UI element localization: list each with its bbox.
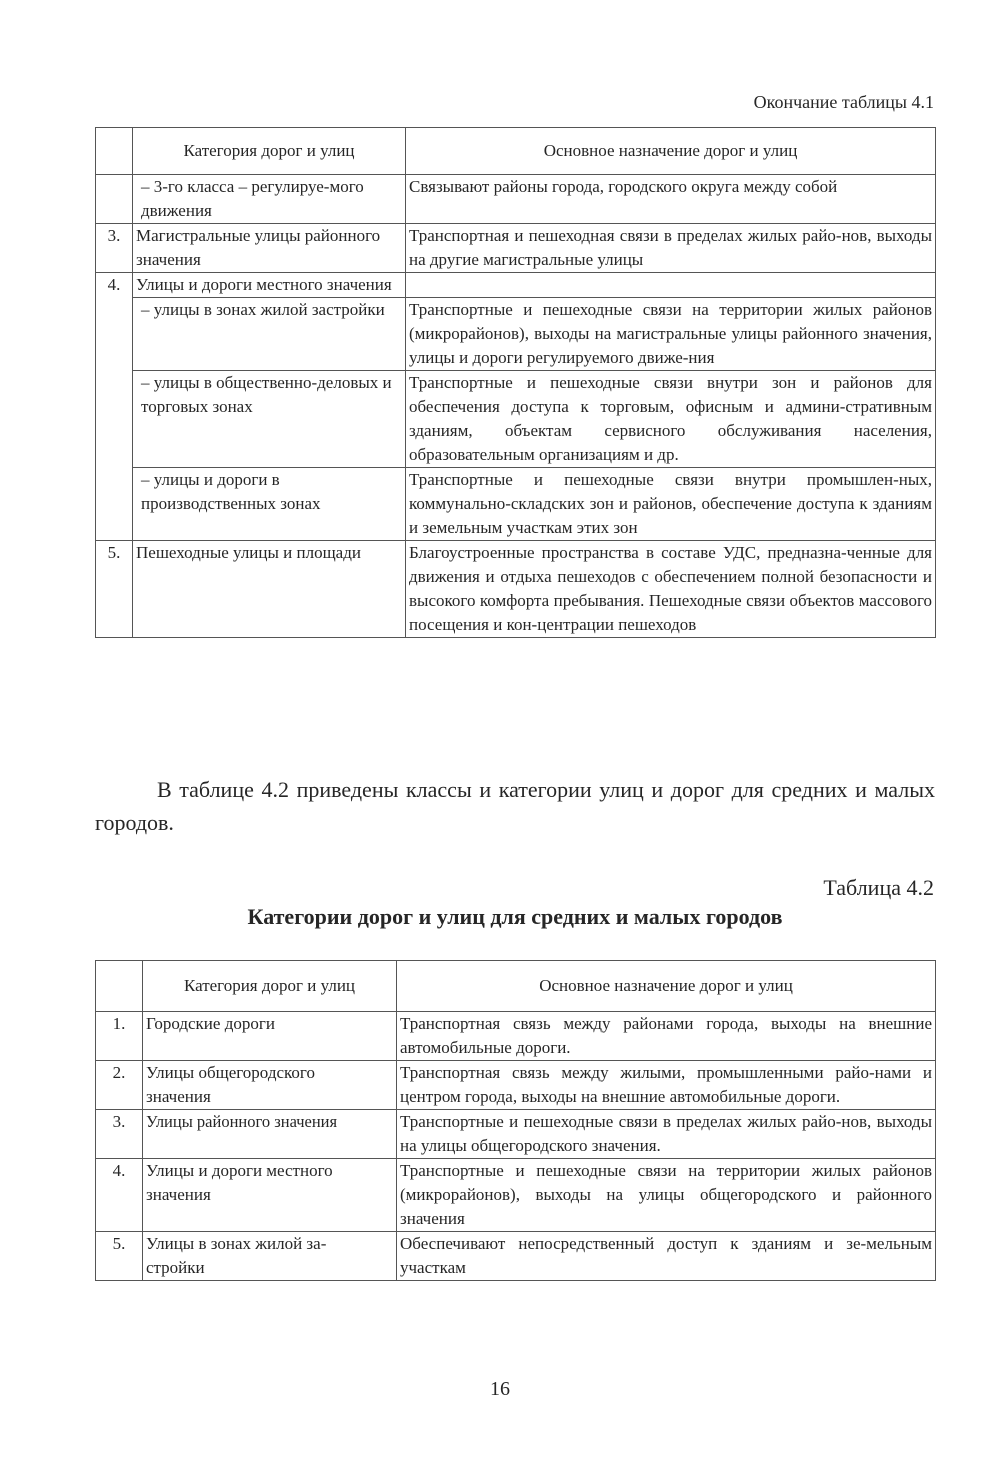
- row-num: 4.: [96, 273, 133, 298]
- row-purpose: [406, 273, 936, 298]
- row-purpose: Транспортная связь между районами города, выходы на внешние автомобильные дороги.: [397, 1012, 936, 1061]
- table-row: [96, 1012, 936, 1061]
- row-category: Улицы и дороги местного значения: [143, 1159, 397, 1232]
- row-purpose: Транспортные и пешеходные связи на территории жилых районов (микрорайонов), выходы на улицы общегородского и районного значения: [397, 1159, 936, 1232]
- table-header-row: [96, 961, 936, 1012]
- row-purpose: Транспортные и пешеходные связи на территории жилых районов (микрорайонов), выходы на магистральные улицы районного значения, улицы и дороги регулируемого движе-ния: [406, 298, 936, 371]
- row-category: Улицы в зонах жилой за-стройки: [143, 1232, 397, 1281]
- row-num: 5.: [96, 541, 133, 638]
- row-purpose: Транспортные и пешеходные связи внутри зон и районов для обеспечения доступа к торговым, офисным и админи-стративным зданиям, объектам сервисного обслуживания населения, образовательным организациям и др.: [406, 371, 936, 468]
- row-category: – 3-го класса – регулируе-мого движения: [133, 175, 406, 224]
- row-num: 2.: [96, 1061, 143, 1110]
- table-row: [96, 1110, 936, 1159]
- row-purpose: Транспортные и пешеходные связи в пределах жилых райо-нов, выходы на улицы общегородского значения.: [397, 1110, 936, 1159]
- row-purpose: Транспортная связь между жилыми, промышленными райо-нами и центром города, выходы на внешние автомобильные дороги.: [397, 1061, 936, 1110]
- table-row: [96, 298, 936, 371]
- row-purpose: Транспортная и пешеходная связи в пределах жилых райо-нов, выходы на другие магистральные улицы: [406, 224, 936, 273]
- row-category: Магистральные улицы районного значения: [133, 224, 406, 273]
- table-row: [96, 1061, 936, 1110]
- row-category: – улицы в общественно-деловых и торговых зонах: [133, 371, 406, 468]
- row-num: 1.: [96, 1012, 143, 1061]
- table-4-1-continuation: [95, 127, 936, 638]
- row-category: Улицы общегородского значения: [143, 1061, 397, 1110]
- row-purpose: Транспортные и пешеходные связи внутри промышлен-ных, коммунально-складских зон и районов, обеспечение доступа к зданиям и земельным участкам этих зон: [406, 468, 936, 541]
- table-4-2-label: Таблица 4.2: [823, 875, 934, 900]
- table-row: [96, 175, 936, 224]
- page-number: 16: [490, 1378, 510, 1400]
- row-purpose: Обеспечивают непосредственный доступ к зданиям и зе-мельным участкам: [397, 1232, 936, 1281]
- table-4-2-title: Категории дорог и улиц для средних и малых городов: [247, 904, 783, 929]
- continuation-label: Окончание таблицы 4.1: [753, 92, 934, 112]
- body-paragraph: В таблице 4.2 приведены классы и категории улиц и дорог для средних и малых городов.: [95, 777, 935, 835]
- row-num: [96, 298, 133, 371]
- row-num: [96, 468, 133, 541]
- table-row: [96, 468, 936, 541]
- header-purpose: Основное назначение дорог и улиц: [397, 961, 936, 1012]
- row-num: [96, 175, 133, 224]
- table-header-row: [96, 128, 936, 175]
- header-num: [96, 128, 133, 175]
- header-num: [96, 961, 143, 1012]
- row-purpose: Связывают районы города, городского округа между собой: [406, 175, 936, 224]
- row-num: 5.: [96, 1232, 143, 1281]
- row-purpose: Благоустроенные пространства в составе УДС, предназна-ченные для движения и отдыха пешеходов с обеспечением полной безопасности и высокого комфорта пребывания. Пешеходные связи объектов массового посещения и кон-центрации пешеходов: [406, 541, 936, 638]
- table-4-2: [95, 960, 936, 1281]
- row-num: 4.: [96, 1159, 143, 1232]
- table-row: [96, 541, 936, 638]
- table-row: [96, 1232, 936, 1281]
- header-category: Категория дорог и улиц: [133, 128, 406, 175]
- header-purpose: Основное назначение дорог и улиц: [406, 128, 936, 175]
- row-category: Городские дороги: [143, 1012, 397, 1061]
- row-category: Улицы районного значения: [143, 1110, 397, 1159]
- row-category: Улицы и дороги местного значения: [133, 273, 406, 298]
- header-category: Категория дорог и улиц: [143, 961, 397, 1012]
- row-num: 3.: [96, 224, 133, 273]
- row-category: Пешеходные улицы и площади: [133, 541, 406, 638]
- row-num: 3.: [96, 1110, 143, 1159]
- table-row: [96, 1159, 936, 1232]
- table-row: [96, 273, 936, 298]
- table-row: [96, 224, 936, 273]
- row-category: – улицы в зонах жилой застройки: [133, 298, 406, 371]
- row-num: [96, 371, 133, 468]
- table-row: [96, 371, 936, 468]
- row-category: – улицы и дороги в производственных зонах: [133, 468, 406, 541]
